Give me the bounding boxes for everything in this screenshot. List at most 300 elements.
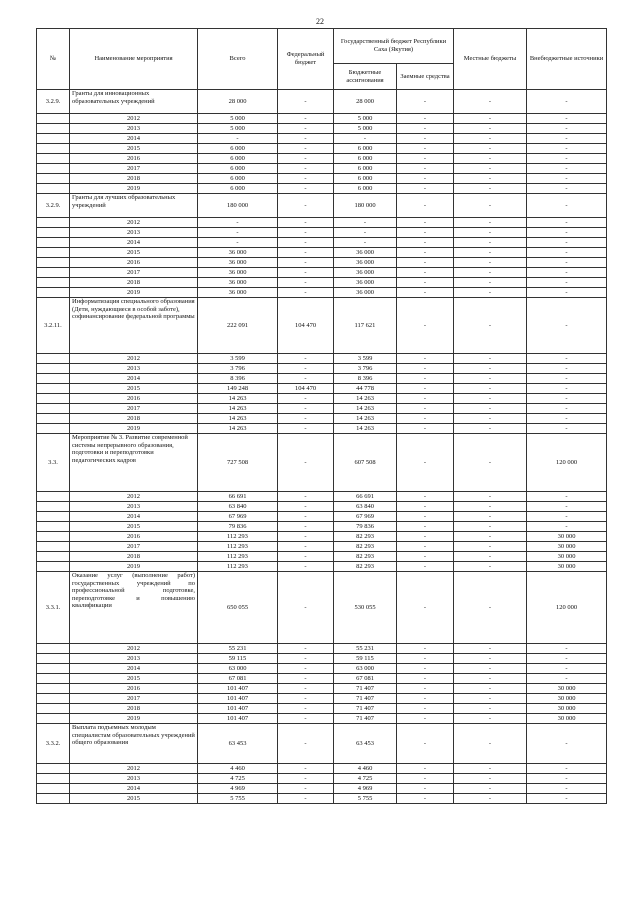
year-total-cell: 63 000: [198, 664, 278, 674]
year-label: 2012: [70, 218, 198, 228]
empty-cell: [37, 694, 70, 704]
year-total-cell: 6 000: [198, 164, 278, 174]
year-total-cell: 101 407: [198, 704, 278, 714]
year-row: [37, 218, 607, 228]
year-budget-alloc-cell: 14 263: [334, 424, 397, 434]
year-extra-cell: 30 000: [527, 552, 607, 562]
year-budget-alloc-cell: 71 407: [334, 684, 397, 694]
section-row: [37, 90, 607, 114]
year-budget-alloc-cell: 14 263: [334, 404, 397, 414]
year-local-cell: -: [454, 502, 527, 512]
section-extra-cell: -: [527, 90, 607, 114]
year-total-cell: 101 407: [198, 714, 278, 724]
empty-cell: [37, 124, 70, 134]
year-borrowed-cell: -: [397, 542, 454, 552]
year-budget-alloc-cell: 44 778: [334, 384, 397, 394]
section-federal-cell: 104 470: [278, 298, 334, 354]
year-federal-cell: -: [278, 154, 334, 164]
empty-cell: [37, 512, 70, 522]
section-budget-alloc-cell: 530 055: [334, 572, 397, 644]
empty-cell: [37, 354, 70, 364]
year-row: [37, 384, 607, 394]
year-label: 2014: [70, 238, 198, 248]
year-row: [37, 502, 607, 512]
section-total-cell: 63 453: [198, 724, 278, 764]
year-local-cell: -: [454, 164, 527, 174]
year-row: [37, 114, 607, 124]
section-budget-alloc-cell: 28 000: [334, 90, 397, 114]
year-label: 2013: [70, 774, 198, 784]
year-federal-cell: -: [278, 258, 334, 268]
year-local-cell: -: [454, 512, 527, 522]
empty-cell: [37, 404, 70, 414]
year-local-cell: -: [454, 532, 527, 542]
year-federal-cell: -: [278, 364, 334, 374]
year-federal-cell: -: [278, 694, 334, 704]
year-row: [37, 184, 607, 194]
year-borrowed-cell: -: [397, 424, 454, 434]
year-budget-alloc-cell: -: [334, 228, 397, 238]
empty-cell: [37, 218, 70, 228]
year-borrowed-cell: -: [397, 354, 454, 364]
year-federal-cell: 104 470: [278, 384, 334, 394]
year-total-cell: 36 000: [198, 288, 278, 298]
year-total-cell: 4 460: [198, 764, 278, 774]
year-row: [37, 164, 607, 174]
year-extra-cell: -: [527, 384, 607, 394]
section-extra-cell: -: [527, 194, 607, 218]
year-extra-cell: -: [527, 794, 607, 804]
year-total-cell: 5 000: [198, 124, 278, 134]
year-row: [37, 714, 607, 724]
empty-cell: [37, 674, 70, 684]
year-extra-cell: -: [527, 288, 607, 298]
year-budget-alloc-cell: 6 000: [334, 164, 397, 174]
year-label: 2015: [70, 144, 198, 154]
year-budget-alloc-cell: -: [334, 238, 397, 248]
empty-cell: [37, 144, 70, 154]
year-total-cell: -: [198, 238, 278, 248]
year-budget-alloc-cell: 71 407: [334, 694, 397, 704]
header-state-budget: Государственный бюджет Республики Саха (Якутия): [334, 29, 454, 64]
year-label: 2014: [70, 784, 198, 794]
year-label: 2016: [70, 684, 198, 694]
empty-cell: [37, 684, 70, 694]
year-label: 2019: [70, 288, 198, 298]
year-extra-cell: -: [527, 764, 607, 774]
year-total-cell: 4 725: [198, 774, 278, 784]
year-budget-alloc-cell: 82 293: [334, 552, 397, 562]
page-number: 22: [316, 17, 324, 26]
empty-cell: [37, 278, 70, 288]
year-federal-cell: -: [278, 522, 334, 532]
year-label: 2017: [70, 694, 198, 704]
year-row: [37, 174, 607, 184]
year-local-cell: -: [454, 674, 527, 684]
section-total-cell: 727 508: [198, 434, 278, 492]
year-extra-cell: -: [527, 364, 607, 374]
empty-cell: [37, 154, 70, 164]
year-federal-cell: -: [278, 164, 334, 174]
empty-cell: [37, 424, 70, 434]
year-budget-alloc-cell: 71 407: [334, 714, 397, 724]
year-local-cell: -: [454, 374, 527, 384]
year-row: [37, 268, 607, 278]
year-extra-cell: -: [527, 124, 607, 134]
year-extra-cell: -: [527, 268, 607, 278]
section-local-cell: -: [454, 90, 527, 114]
year-local-cell: -: [454, 134, 527, 144]
year-label: 2012: [70, 354, 198, 364]
year-borrowed-cell: -: [397, 228, 454, 238]
year-label: 2016: [70, 154, 198, 164]
year-total-cell: 8 396: [198, 374, 278, 384]
year-budget-alloc-cell: 4 460: [334, 764, 397, 774]
empty-cell: [37, 384, 70, 394]
year-total-cell: 36 000: [198, 248, 278, 258]
year-federal-cell: -: [278, 134, 334, 144]
empty-cell: [37, 184, 70, 194]
year-borrowed-cell: -: [397, 522, 454, 532]
year-row: [37, 784, 607, 794]
section-row: [37, 298, 607, 354]
year-label: 2018: [70, 704, 198, 714]
section-borrowed-cell: -: [397, 90, 454, 114]
year-federal-cell: -: [278, 774, 334, 784]
year-total-cell: 149 248: [198, 384, 278, 394]
year-extra-cell: -: [527, 664, 607, 674]
section-budget-alloc-cell: 607 508: [334, 434, 397, 492]
year-borrowed-cell: -: [397, 694, 454, 704]
empty-cell: [37, 394, 70, 404]
year-local-cell: -: [454, 404, 527, 414]
year-total-cell: 67 969: [198, 512, 278, 522]
section-local-cell: -: [454, 298, 527, 354]
year-extra-cell: -: [527, 354, 607, 364]
year-extra-cell: 30 000: [527, 684, 607, 694]
year-extra-cell: -: [527, 184, 607, 194]
empty-cell: [37, 258, 70, 268]
year-borrowed-cell: -: [397, 502, 454, 512]
year-local-cell: -: [454, 288, 527, 298]
empty-cell: [37, 794, 70, 804]
empty-cell: [37, 542, 70, 552]
year-borrowed-cell: -: [397, 238, 454, 248]
year-total-cell: 67 081: [198, 674, 278, 684]
year-borrowed-cell: -: [397, 374, 454, 384]
section-federal-cell: -: [278, 90, 334, 114]
year-local-cell: -: [454, 258, 527, 268]
year-borrowed-cell: -: [397, 774, 454, 784]
year-label: 2013: [70, 124, 198, 134]
year-label: 2019: [70, 714, 198, 724]
year-row: [37, 228, 607, 238]
year-row: [37, 492, 607, 502]
year-total-cell: 66 691: [198, 492, 278, 502]
year-extra-cell: -: [527, 134, 607, 144]
year-borrowed-cell: -: [397, 248, 454, 258]
section-extra-cell: -: [527, 298, 607, 354]
year-extra-cell: -: [527, 414, 607, 424]
year-borrowed-cell: -: [397, 114, 454, 124]
empty-cell: [37, 764, 70, 774]
year-row: [37, 522, 607, 532]
year-local-cell: -: [454, 144, 527, 154]
empty-cell: [37, 114, 70, 124]
year-borrowed-cell: -: [397, 674, 454, 684]
year-federal-cell: -: [278, 562, 334, 572]
year-local-cell: -: [454, 684, 527, 694]
year-label: 2017: [70, 542, 198, 552]
year-local-cell: -: [454, 774, 527, 784]
year-local-cell: -: [454, 492, 527, 502]
empty-cell: [37, 502, 70, 512]
year-local-cell: -: [454, 124, 527, 134]
year-extra-cell: 30 000: [527, 714, 607, 724]
year-federal-cell: -: [278, 394, 334, 404]
year-total-cell: -: [198, 134, 278, 144]
year-label: 2012: [70, 764, 198, 774]
year-borrowed-cell: -: [397, 654, 454, 664]
header-local: Местные бюджеты: [454, 29, 527, 90]
empty-cell: [37, 774, 70, 784]
section-name: Оказание услуг (выполнение работ) государственных учреждений по профессиональной подготовке, переподготовке и повышению квалификации: [70, 572, 198, 644]
year-federal-cell: -: [278, 278, 334, 288]
empty-cell: [37, 552, 70, 562]
empty-cell: [37, 522, 70, 532]
year-federal-cell: -: [278, 502, 334, 512]
header-borrowed: Заемные средства: [397, 64, 454, 90]
year-budget-alloc-cell: 82 293: [334, 542, 397, 552]
year-extra-cell: -: [527, 114, 607, 124]
empty-cell: [37, 644, 70, 654]
empty-cell: [37, 248, 70, 258]
year-local-cell: -: [454, 654, 527, 664]
year-extra-cell: 30 000: [527, 532, 607, 542]
year-extra-cell: -: [527, 154, 607, 164]
year-label: 2018: [70, 174, 198, 184]
year-row: [37, 288, 607, 298]
year-budget-alloc-cell: 82 293: [334, 562, 397, 572]
year-borrowed-cell: -: [397, 684, 454, 694]
empty-cell: [37, 784, 70, 794]
year-total-cell: -: [198, 218, 278, 228]
year-borrowed-cell: -: [397, 174, 454, 184]
year-budget-alloc-cell: 66 691: [334, 492, 397, 502]
year-total-cell: 3 599: [198, 354, 278, 364]
year-federal-cell: -: [278, 794, 334, 804]
year-row: [37, 238, 607, 248]
year-local-cell: -: [454, 218, 527, 228]
year-local-cell: -: [454, 552, 527, 562]
empty-cell: [37, 228, 70, 238]
year-federal-cell: -: [278, 674, 334, 684]
year-federal-cell: -: [278, 218, 334, 228]
table-body: [37, 90, 607, 804]
year-borrowed-cell: -: [397, 714, 454, 724]
year-budget-alloc-cell: 6 000: [334, 154, 397, 164]
year-total-cell: 59 115: [198, 654, 278, 664]
year-federal-cell: -: [278, 114, 334, 124]
year-borrowed-cell: -: [397, 784, 454, 794]
year-row: [37, 354, 607, 364]
year-budget-alloc-cell: 3 599: [334, 354, 397, 364]
section-federal-cell: -: [278, 724, 334, 764]
year-extra-cell: -: [527, 374, 607, 384]
year-total-cell: 4 969: [198, 784, 278, 794]
year-local-cell: -: [454, 184, 527, 194]
year-federal-cell: -: [278, 512, 334, 522]
year-row: [37, 258, 607, 268]
year-row: [37, 404, 607, 414]
year-local-cell: -: [454, 784, 527, 794]
section-local-cell: -: [454, 194, 527, 218]
year-local-cell: -: [454, 248, 527, 258]
empty-cell: [37, 134, 70, 144]
year-total-cell: -: [198, 228, 278, 238]
year-extra-cell: -: [527, 144, 607, 154]
year-total-cell: 55 231: [198, 644, 278, 654]
year-row: [37, 532, 607, 542]
year-label: 2017: [70, 404, 198, 414]
section-federal-cell: -: [278, 434, 334, 492]
year-budget-alloc-cell: 5 000: [334, 124, 397, 134]
year-budget-alloc-cell: 6 000: [334, 144, 397, 154]
year-row: [37, 664, 607, 674]
year-budget-alloc-cell: 4 969: [334, 784, 397, 794]
section-borrowed-cell: -: [397, 572, 454, 644]
year-extra-cell: -: [527, 218, 607, 228]
year-row: [37, 424, 607, 434]
year-federal-cell: -: [278, 764, 334, 774]
year-budget-alloc-cell: 55 231: [334, 644, 397, 654]
year-row: [37, 124, 607, 134]
section-name: Информатизация специального образования (Дети, нуждающиеся в особой заботе), софинансирование федеральной программы: [70, 298, 198, 354]
year-label: 2015: [70, 522, 198, 532]
year-borrowed-cell: -: [397, 664, 454, 674]
section-borrowed-cell: -: [397, 194, 454, 218]
year-extra-cell: -: [527, 164, 607, 174]
year-total-cell: 6 000: [198, 174, 278, 184]
year-borrowed-cell: -: [397, 404, 454, 414]
year-borrowed-cell: -: [397, 562, 454, 572]
year-row: [37, 774, 607, 784]
year-local-cell: -: [454, 522, 527, 532]
year-label: 2019: [70, 562, 198, 572]
year-borrowed-cell: -: [397, 414, 454, 424]
year-budget-alloc-cell: 59 115: [334, 654, 397, 664]
year-budget-alloc-cell: 5 000: [334, 114, 397, 124]
section-total-cell: 650 055: [198, 572, 278, 644]
year-federal-cell: -: [278, 174, 334, 184]
year-extra-cell: -: [527, 228, 607, 238]
year-budget-alloc-cell: 63 840: [334, 502, 397, 512]
year-borrowed-cell: -: [397, 704, 454, 714]
year-label: 2015: [70, 674, 198, 684]
year-label: 2018: [70, 278, 198, 288]
year-total-cell: 5 000: [198, 114, 278, 124]
section-number: 3.2.9.: [37, 90, 70, 114]
year-row: [37, 644, 607, 654]
year-extra-cell: 30 000: [527, 694, 607, 704]
year-label: 2017: [70, 268, 198, 278]
year-budget-alloc-cell: 6 000: [334, 184, 397, 194]
year-budget-alloc-cell: -: [334, 134, 397, 144]
year-label: 2014: [70, 512, 198, 522]
year-label: 2014: [70, 134, 198, 144]
year-label: 2019: [70, 424, 198, 434]
year-local-cell: -: [454, 664, 527, 674]
year-local-cell: -: [454, 542, 527, 552]
year-extra-cell: -: [527, 784, 607, 794]
year-total-cell: 79 836: [198, 522, 278, 532]
year-total-cell: 14 263: [198, 394, 278, 404]
year-row: [37, 764, 607, 774]
year-extra-cell: 30 000: [527, 542, 607, 552]
year-extra-cell: -: [527, 674, 607, 684]
year-budget-alloc-cell: 14 263: [334, 414, 397, 424]
year-label: 2016: [70, 394, 198, 404]
year-local-cell: -: [454, 278, 527, 288]
year-label: 2016: [70, 532, 198, 542]
year-label: 2014: [70, 374, 198, 384]
year-row: [37, 144, 607, 154]
year-borrowed-cell: -: [397, 644, 454, 654]
year-total-cell: 101 407: [198, 684, 278, 694]
year-row: [37, 694, 607, 704]
section-local-cell: -: [454, 572, 527, 644]
empty-cell: [37, 664, 70, 674]
year-extra-cell: -: [527, 278, 607, 288]
empty-cell: [37, 654, 70, 664]
year-budget-alloc-cell: 36 000: [334, 268, 397, 278]
year-total-cell: 63 840: [198, 502, 278, 512]
section-name: Выплата подъемных молодым специалистам образовательных учреждений общего образования: [70, 724, 198, 764]
year-label: 2012: [70, 492, 198, 502]
year-row: [37, 674, 607, 684]
year-federal-cell: -: [278, 124, 334, 134]
year-budget-alloc-cell: 79 836: [334, 522, 397, 532]
section-extra-cell: 120 000: [527, 572, 607, 644]
year-row: [37, 552, 607, 562]
year-extra-cell: 30 000: [527, 562, 607, 572]
year-federal-cell: -: [278, 664, 334, 674]
year-federal-cell: -: [278, 704, 334, 714]
empty-cell: [37, 414, 70, 424]
year-label: 2018: [70, 414, 198, 424]
year-total-cell: 101 407: [198, 694, 278, 704]
section-number: 3.3.2.: [37, 724, 70, 764]
year-budget-alloc-cell: 36 000: [334, 278, 397, 288]
year-borrowed-cell: -: [397, 134, 454, 144]
empty-cell: [37, 562, 70, 572]
empty-cell: [37, 374, 70, 384]
empty-cell: [37, 364, 70, 374]
year-extra-cell: -: [527, 248, 607, 258]
year-total-cell: 36 000: [198, 258, 278, 268]
section-number: 3.2.9.: [37, 194, 70, 218]
year-row: [37, 248, 607, 258]
year-federal-cell: -: [278, 414, 334, 424]
year-budget-alloc-cell: 67 969: [334, 512, 397, 522]
header-total: Всего: [198, 29, 278, 90]
year-row: [37, 364, 607, 374]
year-total-cell: 6 000: [198, 184, 278, 194]
year-federal-cell: -: [278, 424, 334, 434]
section-name: Мероприятие № 3. Развитие современной системы непрерывного образования, подготовки и переподготовки педагогических кадров: [70, 434, 198, 492]
year-local-cell: -: [454, 562, 527, 572]
year-label: 2013: [70, 654, 198, 664]
